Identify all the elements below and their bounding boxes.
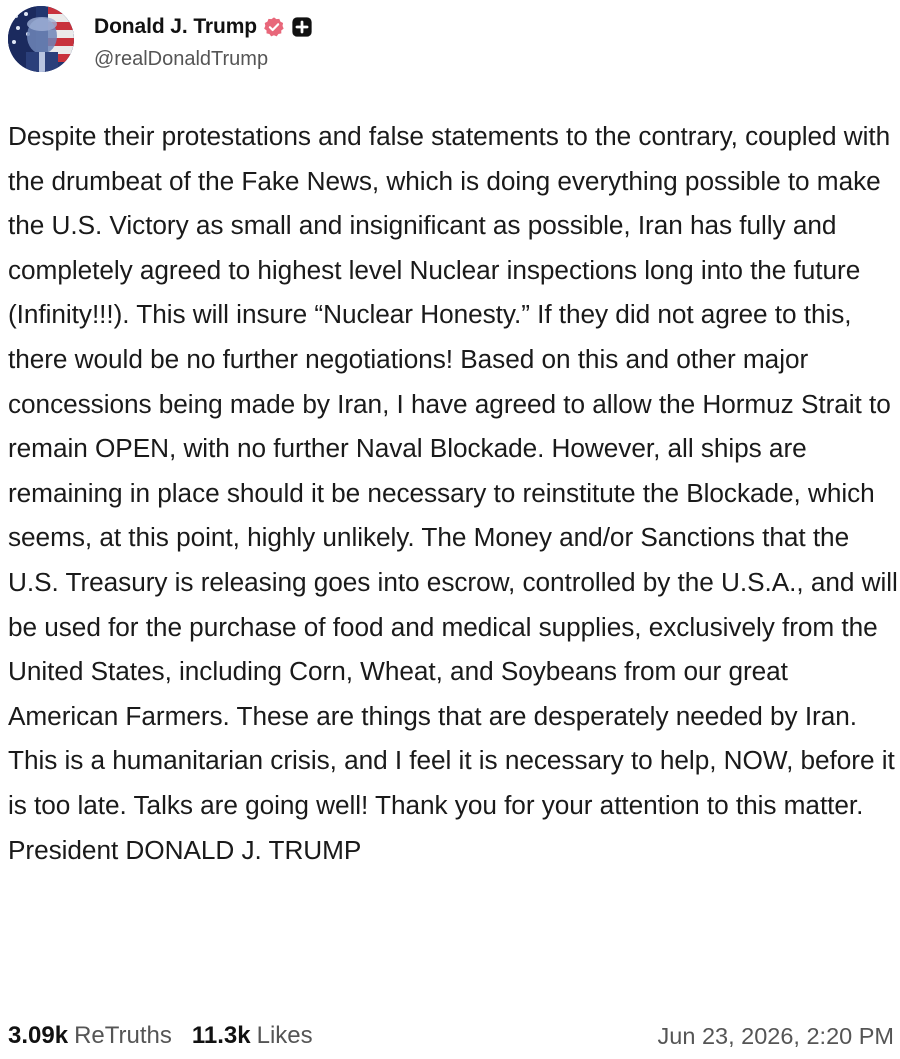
author-identity: [94, 12, 313, 71]
retruths-stat[interactable]: [8, 1022, 172, 1050]
name-row: [94, 12, 313, 42]
likes-count: 11.3k: [191, 1022, 251, 1049]
post-timestamp[interactable]: Jun 23, 2026, 2:20 PM: [657, 1022, 894, 1049]
avatar-flag-portrait-icon: [8, 6, 74, 72]
retruths-label: ReTruths: [74, 1022, 172, 1049]
verified-badge-icon: [263, 16, 285, 38]
author-display-name[interactable]: Donald J. Trump: [94, 15, 258, 38]
plus-square-icon[interactable]: [291, 16, 313, 38]
likes-label: Likes: [256, 1022, 313, 1049]
author-handle[interactable]: @realDonaldTrump: [94, 48, 269, 70]
likes-stat[interactable]: [192, 1022, 313, 1050]
post-footer: [8, 1018, 894, 1054]
post-text: Despite their protestations and false statements to the contrary, coupled with the drumbeat of the Fake News, which is doing everything possible to make the U.S. Victory as small and insignificant as possible, Iran has fully and completely agreed to highest level Nuclear inspections long into the future (Infinity!!!). This will insure “Nuclear Honesty.” If they did not agree to this, there would be no further negotiations! Based on this and other major concessions being made by Iran, I have agreed to allow the Hormuz Strait to remain OPEN, with no further Naval Blockade. However, all ships are remaining in place should it be necessary to reinstitute the Blockade, which seems, at this point, highly unlikely. The Money and/or Sanctions that the U.S. Treasury is releasing goes into escrow, controlled by the U.S.A., and will be used for the purchase of food and medical supplies, exclusively from the United States, including Corn, Wheat, and Soybeans from our great American Farmers. These are things that are desperately needed by Iran. This is a humanitarian crisis, and I feel it is necessary to help, NOW, before it is too late. Talks are going well! Thank you for your attention to this matter. President DONALD J. TRUMP: [8, 121, 898, 865]
post-header: [8, 6, 313, 76]
retruths-count: 3.09k: [8, 1022, 69, 1049]
avatar[interactable]: [8, 6, 74, 72]
